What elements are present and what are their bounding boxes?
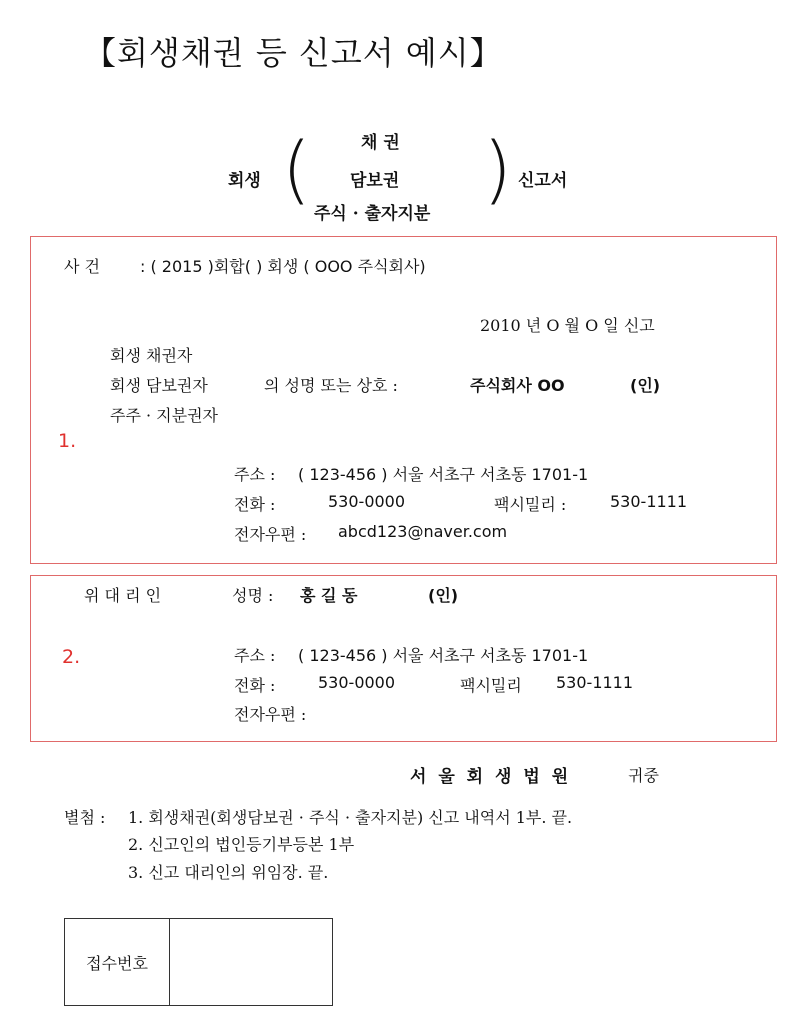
receipt-number-value bbox=[170, 919, 332, 1005]
form-title-left: 회생 bbox=[228, 171, 261, 191]
email-value: abcd123@naver.com bbox=[338, 522, 508, 541]
reporter-info-box bbox=[30, 236, 777, 564]
attachment-item-3: 3. 신고 대리인의 위임장. 끝. bbox=[128, 863, 329, 882]
reporter-name: 주식회사 OO bbox=[470, 376, 565, 395]
agent-fax-label: 팩시밀리 bbox=[460, 676, 522, 695]
attachments-label: 별첨 : bbox=[64, 808, 106, 827]
agent-address-value: ( 123-456 ) 서울 서초구 서초동 1701-1 bbox=[298, 646, 589, 665]
fax-value: 530-1111 bbox=[610, 492, 688, 511]
agent-seal: (인) bbox=[428, 586, 459, 605]
left-parenthesis: ( bbox=[282, 127, 311, 213]
right-parenthesis: ) bbox=[483, 127, 512, 213]
attachment-item-1: 1. 회생채권(회생담보권 · 주식 · 출자지분) 신고 내역서 1부. 끝. bbox=[128, 808, 573, 827]
role-shareholder: 주주 · 지분권자 bbox=[110, 406, 218, 425]
agent-label: 위 대 리 인 bbox=[84, 586, 162, 605]
court-name: 서 울 회 생 법 원 bbox=[410, 767, 572, 787]
address-label: 주소 : bbox=[234, 465, 276, 484]
phone-value: 530-0000 bbox=[328, 492, 406, 511]
name-label: 의 성명 또는 상호 : bbox=[264, 376, 398, 395]
address-value: ( 123-456 ) 서울 서초구 서초동 1701-1 bbox=[298, 465, 589, 484]
role-creditor: 회생 채권자 bbox=[110, 346, 193, 365]
report-date: 2010 년 O 월 O 일 신고 bbox=[480, 316, 655, 335]
agent-phone-label: 전화 : bbox=[234, 676, 276, 695]
agent-email-label: 전자우편 : bbox=[234, 705, 307, 724]
agent-name-label: 성명 : bbox=[232, 586, 274, 605]
role-security-holder: 회생 담보권자 bbox=[110, 376, 208, 395]
section-number-1: 1. bbox=[58, 430, 77, 452]
receipt-number-label: 접수번호 bbox=[65, 919, 170, 1005]
phone-label: 전화 : bbox=[234, 495, 276, 514]
receipt-number-table bbox=[64, 918, 333, 1006]
agent-name: 홍 길 동 bbox=[300, 586, 358, 605]
form-title-option-security: 담보권 bbox=[350, 171, 400, 191]
section-number-2: 2. bbox=[62, 646, 81, 668]
case-value: : ( 2015 )회합( ) 회생 ( OOO 주식회사) bbox=[140, 257, 426, 276]
fax-label: 팩시밀리 : bbox=[494, 495, 567, 514]
reporter-seal: (인) bbox=[630, 376, 661, 395]
attachment-item-2: 2. 신고인의 법인등기부등본 1부 bbox=[128, 835, 355, 854]
agent-address-label: 주소 : bbox=[234, 646, 276, 665]
agent-phone-value: 530-0000 bbox=[318, 673, 396, 692]
form-title-option-shares: 주식 · 출자지분 bbox=[314, 204, 431, 224]
court-suffix: 귀중 bbox=[628, 766, 659, 785]
case-label: 사 건 bbox=[64, 257, 100, 276]
email-label: 전자우편 : bbox=[234, 525, 307, 544]
agent-fax-value: 530-1111 bbox=[556, 673, 634, 692]
form-title-option-claim: 채 권 bbox=[361, 133, 400, 153]
page-heading: 【회생채권 등 신고서 예시】 bbox=[84, 34, 503, 72]
form-title-right: 신고서 bbox=[518, 171, 568, 191]
